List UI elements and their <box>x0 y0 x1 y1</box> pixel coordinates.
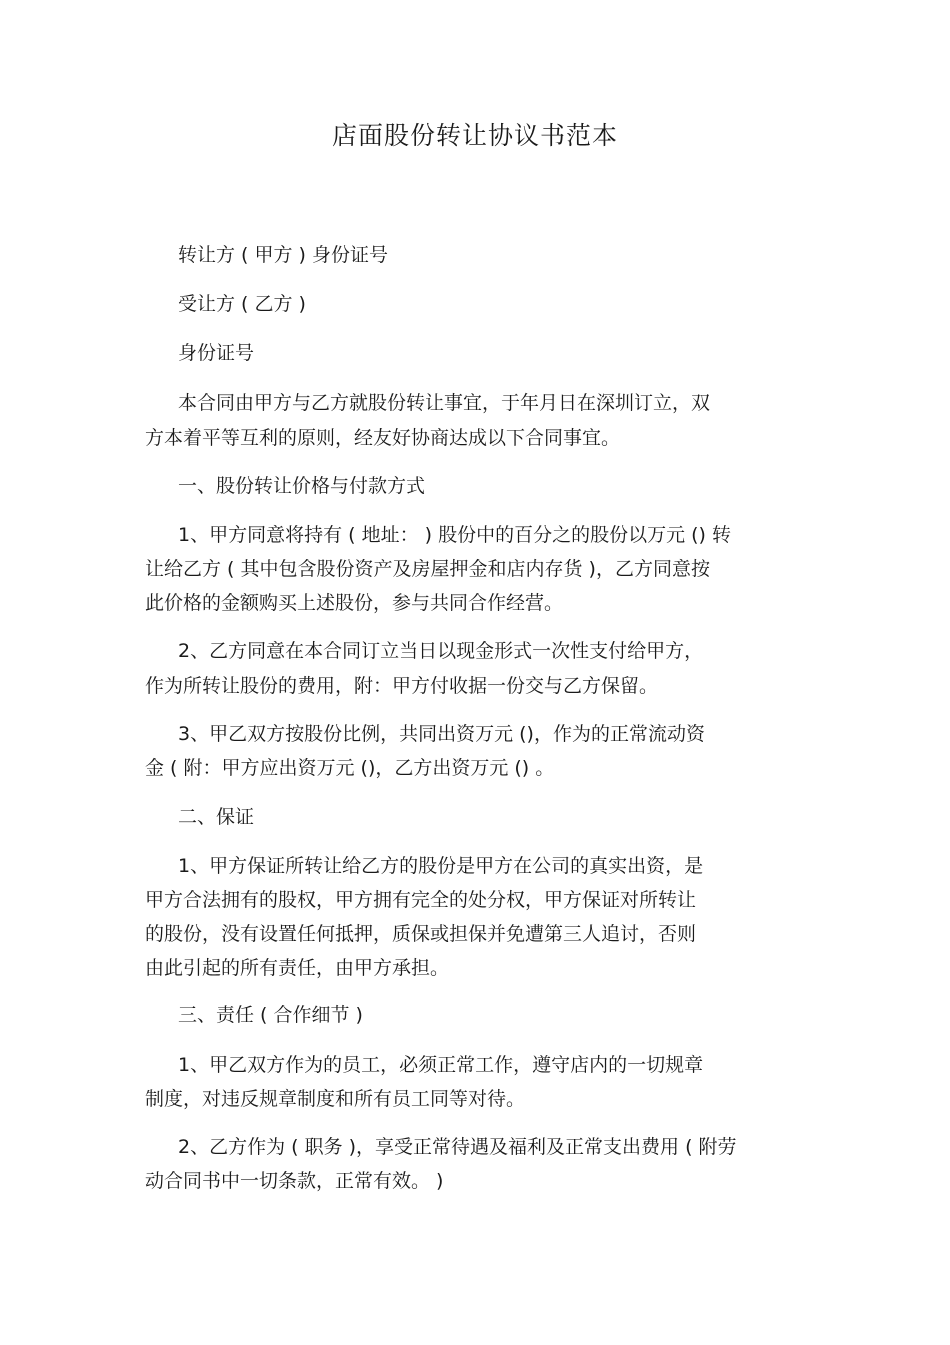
paragraph-line: 的股份，没有设置任何抵押，质保或担保并免遭第三人追讨，否则 <box>145 923 697 945</box>
paragraph-line: 2、乙方作为 ( 职务 )，享受正常待遇及福利及正常支出费用 ( 附劳 <box>178 1136 737 1158</box>
line-transferor: 转让方 ( 甲方 ) 身份证号 <box>178 244 388 266</box>
paragraph-line: 1、甲方同意将持有 ( 地址： ) 股份中的百分之的股份以万元 () 转 <box>178 524 731 546</box>
section-heading-3: 三、责任 ( 合作细节 ) <box>178 1004 363 1026</box>
line-id-number: 身份证号 <box>178 342 255 364</box>
document-title: 店面股份转让协议书范本 <box>331 121 618 150</box>
line-transferee: 受让方 ( 乙方 ) <box>178 293 306 315</box>
paragraph-line: 由此引起的所有责任，由甲方承担。 <box>145 957 450 979</box>
paragraph-line: 动合同书中一切条款，正常有效。 ) <box>145 1170 444 1192</box>
paragraph-line: 2、乙方同意在本合同订立当日以现金形式一次性支付给甲方， <box>178 640 704 662</box>
paragraph-line: 3、甲乙双方按股份比例，共同出资万元 ()，作为的正常流动资 <box>178 723 705 745</box>
paragraph-line: 1、甲方保证所转让给乙方的股份是甲方在公司的真实出资，是 <box>178 855 704 877</box>
paragraph-line: 方本着平等互利的原则，经友好协商达成以下合同事宜。 <box>145 427 621 449</box>
paragraph-line: 作为所转让股份的费用，附：甲方付收据一份交与乙方保留。 <box>145 675 659 697</box>
paragraph-line: 本合同由甲方与乙方就股份转让事宜，于年月日在深圳订立，双 <box>178 392 711 414</box>
section-heading-1: 一、股份转让价格与付款方式 <box>178 475 426 497</box>
paragraph-line: 制度，对违反规章制度和所有员工同等对待。 <box>145 1088 526 1110</box>
paragraph-line: 此价格的金额购买上述股份，参与共同合作经营。 <box>145 592 564 614</box>
paragraph-line: 金 ( 附：甲方应出资万元 ()，乙方出资万元 () 。 <box>145 757 555 779</box>
paragraph-line: 1、甲乙双方作为的员工，必须正常工作，遵守店内的一切规章 <box>178 1054 704 1076</box>
paragraph-line: 让给乙方 ( 其中包含股份资产及房屋押金和店内存货 )，乙方同意按 <box>145 558 710 580</box>
section-heading-2: 二、保证 <box>178 806 255 828</box>
paragraph-line: 甲方合法拥有的股权，甲方拥有完全的处分权，甲方保证对所转让 <box>145 889 697 911</box>
